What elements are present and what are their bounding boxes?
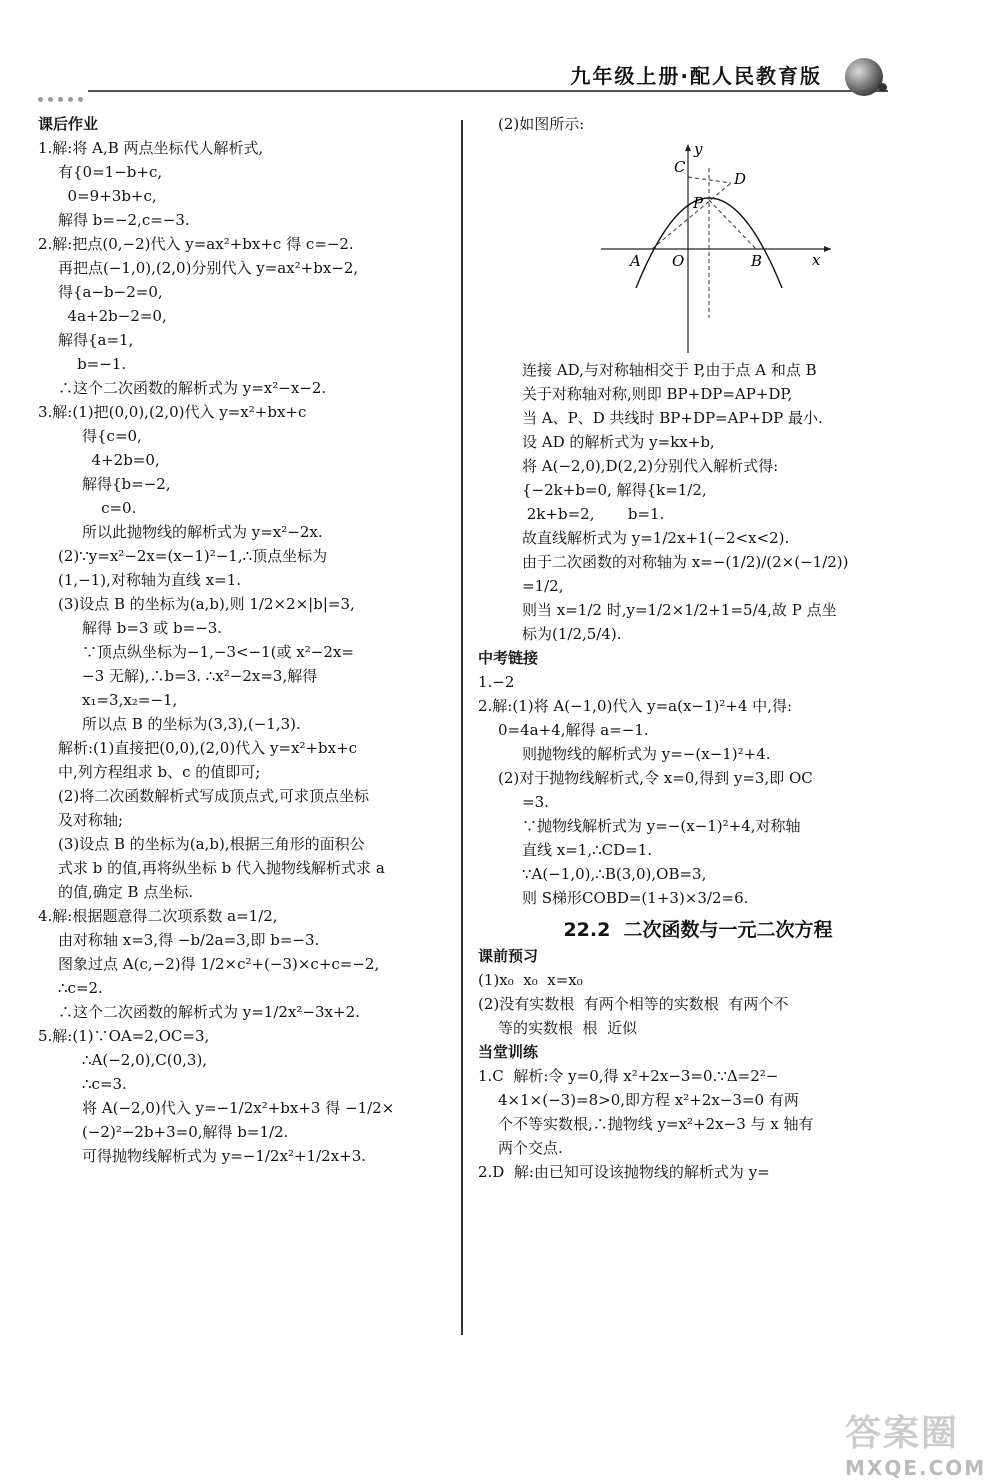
small-ball-icon: [878, 83, 887, 92]
text-line: 连接 AD,与对称轴相交于 P,由于点 A 和点 B: [522, 361, 817, 379]
label-x: x: [812, 251, 821, 269]
label-b: B: [751, 252, 763, 270]
text-line: 2.D 解:由已知可设该抛物线的解析式为 y=: [478, 1163, 770, 1181]
text-line: 4.解:根据题意得二次项系数 a=1/2,: [38, 907, 278, 925]
text-line: (2)没有实数根 有两个相等的实数根 有两个不: [478, 995, 789, 1013]
text-line: 式求 b 的值,再将纵坐标 b 代入抛物线解析式求 a: [58, 859, 385, 877]
text-line: 中,列方程组求 b、c 的值即可;: [58, 763, 261, 781]
text-line: 0=9+3b+c,: [58, 187, 157, 205]
text-line: (1)x₀ x₀ x=x₀: [478, 971, 583, 989]
text-line: 再把点(−1,0),(2,0)分别代入 y=ax²+bx−2,: [58, 259, 359, 277]
y-axis-arrow: [685, 144, 691, 151]
text-line: 由于二次函数的对称轴为 x=−(1/2)/(2×(−1/2)): [522, 553, 849, 571]
text-line: 则 S梯形COBD=(1+3)×3/2=6.: [522, 889, 749, 907]
text-line: c=0.: [82, 499, 137, 517]
text-line: 当 A、P、D 共线时 BP+DP=AP+DP 最小.: [522, 409, 823, 427]
section-heading: 课后作业: [38, 115, 99, 133]
right-column: [478, 112, 918, 1184]
text-line: 2k+b=2, b=1.: [522, 505, 665, 523]
text-line: 则当 x=1/2 时,y=1/2×1/2+1=5/4,故 P 点坐: [522, 601, 837, 619]
text-line: 图象过点 A(c,−2)得 1/2×c²+(−3)×c+c=−2,: [58, 955, 380, 973]
text-line: 解得{a=1,: [58, 331, 134, 349]
text-line: ∴这个二次函数的解析式为 y=1/2x²−3x+2.: [58, 1003, 360, 1021]
text-line: ∵抛物线解析式为 y=−(x−1)²+4,对称轴: [522, 817, 801, 835]
parabola-diagram: [596, 138, 836, 358]
text-line: b=−1.: [58, 355, 127, 373]
text-line: ∵A(−1,0),∴B(3,0),OB=3,: [522, 865, 707, 883]
text-line: 标为(1/2,5/4).: [522, 625, 622, 643]
section-heading: 中考链接: [478, 649, 539, 667]
page-header-title: 九年级上册·配人民教育版: [570, 64, 822, 88]
text-line: 解得 b=−2,c=−3.: [58, 211, 190, 229]
text-line: 将 A(−2,0)代入 y=−1/2x²+bx+3 得 −1/2×: [82, 1099, 395, 1117]
label-d: D: [734, 170, 747, 188]
text-line: 故直线解析式为 y=1/2x+1(−2<x<2).: [522, 529, 790, 547]
text-line: (2)∵y=x²−2x=(x−1)²−1,∴顶点坐标为: [58, 547, 328, 565]
text-line: 4+2b=0,: [82, 451, 160, 469]
text-line: 1.解:将 A,B 两点坐标代人解析式,: [38, 139, 264, 157]
text-line: =1/2,: [522, 577, 564, 595]
ball-logo-icon: [845, 58, 883, 96]
column-divider: [461, 120, 463, 1335]
text-line: 等的实数根 根 近似: [498, 1019, 638, 1037]
text-line: 1.C 解析:令 y=0,得 x²+2x−3=0.∵Δ=2²−: [478, 1067, 779, 1085]
text-line: 5.解:(1)∵OA=2,OC=3,: [38, 1027, 210, 1045]
page-header: [0, 0, 1000, 110]
text-line: (3)设点 B 的坐标为(a,b),根据三角形的面积公: [58, 835, 365, 853]
text-line: ∴c=3.: [82, 1075, 127, 1093]
x-axis-arrow: [824, 246, 831, 252]
text-line: (2)如图所示:: [498, 115, 585, 133]
text-line: 0=4a+4,解得 a=−1.: [498, 721, 649, 739]
label-y: y: [694, 140, 703, 158]
text-line: 得{c=0,: [82, 427, 142, 445]
chapter-title: 22.2 二次函数与一元二次方程: [563, 919, 833, 941]
text-line: 设 AD 的解析式为 y=kx+b,: [522, 433, 715, 451]
text-line: (2)对于抛物线解析式,令 x=0,得到 y=3,即 OC: [498, 769, 813, 787]
text-line: 解析:(1)直接把(0,0),(2,0)代入 y=x²+bx+c: [58, 739, 358, 757]
text-line: 及对称轴;: [58, 811, 124, 829]
label-p: P: [693, 194, 704, 212]
text-line: 则抛物线的解析式为 y=−(x−1)²+4.: [522, 745, 771, 763]
text-line: =3.: [522, 793, 549, 811]
watermark-logo-text: 答案圈: [845, 1413, 960, 1454]
text-line: 4a+2b−2=0,: [58, 307, 167, 325]
text-line: 关于对称轴对称,则即 BP+DP=AP+DP,: [522, 385, 793, 403]
left-column: [38, 112, 450, 1168]
watermark: [845, 1405, 986, 1480]
text-line: 2.解:(1)将 A(−1,0)代入 y=a(x−1)²+4 中,得:: [478, 697, 793, 715]
watermark-url: MXQE.COM: [845, 1456, 987, 1480]
text-line: 解得 b=3 或 b=−3.: [82, 619, 223, 637]
text-line: 4×1×(−3)=8>0,即方程 x²+2x−3=0 有两: [498, 1091, 799, 1109]
text-line: x₁=3,x₂=−1,: [82, 691, 178, 709]
text-line: (−2)²−2b+3=0,解得 b=1/2.: [82, 1123, 289, 1141]
text-line: 两个交点.: [498, 1139, 563, 1157]
text-line: ∴这个二次函数的解析式为 y=x²−x−2.: [58, 379, 327, 397]
text-line: (3)设点 B 的坐标为(a,b),则 1/2×2×|b|=3,: [58, 595, 355, 613]
text-line: 将 A(−2,0),D(2,2)分别代入解析式得:: [522, 457, 779, 475]
text-line: 2.解:把点(0,−2)代入 y=ax²+bx+c 得 c=−2.: [38, 235, 354, 253]
right-column-intro: [478, 112, 918, 136]
right-column-text: [478, 358, 918, 1184]
text-line: 由对称轴 x=3,得 −b/2a=3,即 b=−3.: [58, 931, 320, 949]
segment-ad: [652, 183, 731, 249]
text-line: ∴c=2.: [58, 979, 103, 997]
text-line: 直线 x=1,∴CD=1.: [522, 841, 653, 859]
text-line: 所以点 B 的坐标为(3,3),(−1,3).: [82, 715, 301, 733]
text-line: 的值,确定 B 点坐标.: [58, 883, 194, 901]
label-a: A: [630, 252, 641, 270]
text-line: ∵顶点纵坐标为−1,−3<−1(或 x²−2x=: [82, 643, 354, 661]
header-rule: [88, 90, 888, 92]
text-line: (1,−1),对称轴为直线 x=1.: [58, 571, 242, 589]
text-line: −3 无解),∴b=3. ∴x²−2x=3,解得: [82, 667, 318, 685]
section-heading: 课前预习: [478, 947, 539, 965]
text-line: 可得抛物线解析式为 y=−1/2x²+1/2x+3.: [82, 1147, 367, 1165]
header-dots-decoration: [38, 87, 88, 106]
label-c: C: [674, 158, 686, 176]
section-heading: 当堂训练: [478, 1043, 539, 1061]
text-line: (2)将二次函数解析式写成顶点式,可求顶点坐标: [58, 787, 370, 805]
text-line: 解得{b=−2,: [82, 475, 171, 493]
text-line: 所以此抛物线的解析式为 y=x²−2x.: [82, 523, 323, 541]
text-line: 3.解:(1)把(0,0),(2,0)代入 y=x²+bx+c: [38, 403, 307, 421]
text-line: {−2k+b=0, 解得{k=1/2,: [522, 481, 707, 499]
text-line: 有{0=1−b+c,: [58, 163, 163, 181]
text-line: 个不等实数根,∴抛物线 y=x²+2x−3 与 x 轴有: [498, 1115, 814, 1133]
text-line: 1.−2: [478, 673, 515, 691]
text-line: 得{a−b−2=0,: [58, 283, 163, 301]
text-line: ∴A(−2,0),C(0,3),: [82, 1051, 208, 1069]
label-o: O: [672, 252, 685, 270]
